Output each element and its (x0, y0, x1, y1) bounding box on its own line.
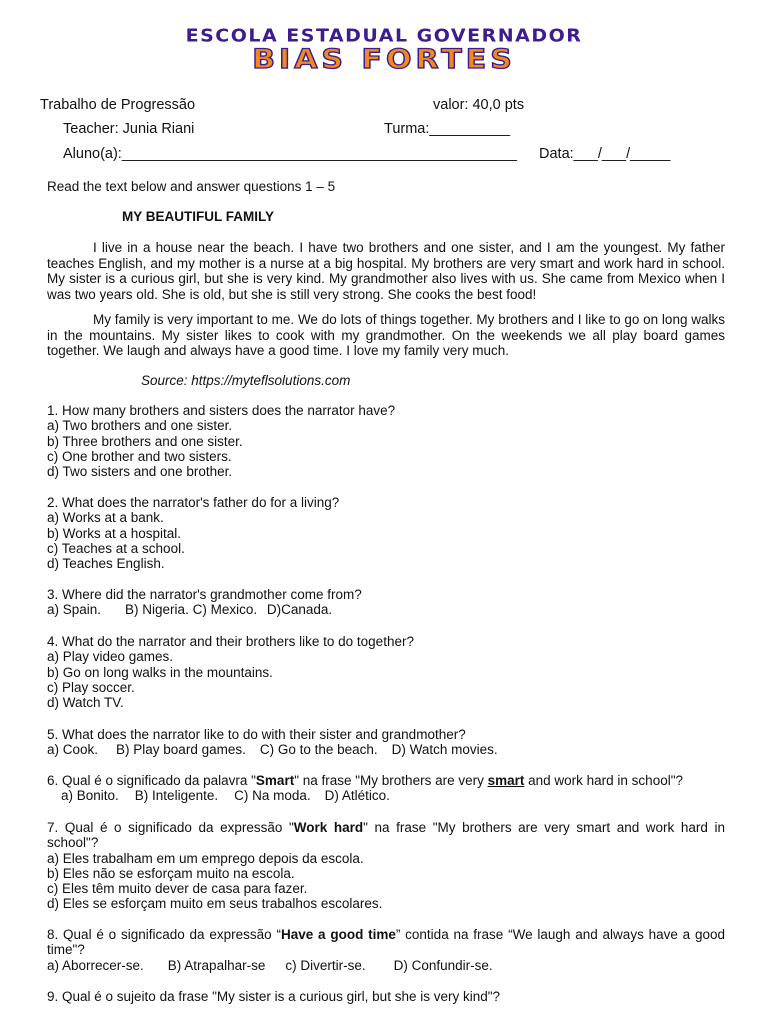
option: a) Two brothers and one sister. (47, 418, 233, 434)
question-text: 4. What do the narrator and their brothers like to do together? (47, 634, 414, 649)
option: B) Atrapalhar-se (167, 957, 266, 973)
question-6 (47, 773, 725, 804)
text-title: MY BEAUTIFUL FAMILY (122, 209, 275, 224)
question-text (47, 773, 725, 788)
option: b) Three brothers and one sister. (47, 433, 243, 449)
options-row (47, 602, 725, 617)
question-text: 3. Where did the narrator's grandmother come from? (47, 587, 362, 602)
instructions: Read the text below and answer questions 1 – 5 (47, 179, 336, 194)
question-1 (47, 403, 725, 479)
option: B) Nigeria. (125, 602, 189, 618)
option: C) Go to the beach. (259, 742, 378, 758)
question-suffix: ” contida na frase “We laugh and always have a good time"? (47, 927, 726, 958)
question-2 (47, 495, 725, 571)
paragraph-1: I live in a house near the beach. I have two brothers and one sister, and I am the youngest. My father teaches English, and my mother is a nurse at a big hospital. My brothers are very smart and work hard in school. My sister is a curious girl, but she is very kind. My grandmother also lives with us. She came from Mexico when I was two years old. She is old, but she is still very strong. She cooks the best food! (47, 240, 725, 302)
option: d) Watch TV. (47, 695, 124, 711)
question-suffix: and work hard in school"? (524, 773, 684, 788)
value-label: valor: 40,0 pts (433, 97, 525, 113)
option: C) Na moda. (234, 788, 311, 804)
student-name-field: Aluno(a):_________________________________________________ (63, 146, 517, 162)
question-text (47, 820, 725, 851)
option: D) Atlético. (324, 788, 390, 804)
option: D) Watch movies. (391, 742, 498, 758)
option: B) Play board games. (116, 742, 246, 758)
question-8 (47, 927, 725, 973)
question-middle: " na frase "My brothers are very (294, 773, 488, 788)
option: B) Inteligente. (134, 788, 219, 804)
options-row (47, 788, 725, 803)
date-field: Data:___/___/_____ (539, 146, 671, 162)
question-text: 9. Qual é o sujeito da frase "My sister is a curious girl, but she is very kind"? (47, 989, 501, 1004)
option: a) Eles trabalham em um emprego depois da escola. (47, 850, 364, 866)
question-text (47, 927, 725, 958)
option: b) Eles não se esforçam muito na escola. (47, 865, 295, 881)
option: D) Confundir-se. (393, 957, 493, 973)
option: a) Aborrecer-se. (47, 957, 144, 973)
option: C) Mexico. (192, 602, 258, 618)
option: c) Teaches at a school. (47, 540, 185, 556)
question-text: 1. How many brothers and sisters does the narrator have? (47, 403, 396, 418)
option: d) Teaches English. (47, 556, 165, 572)
option: b) Go on long walks in the mountains. (47, 664, 273, 680)
option: c) Play soccer. (47, 679, 135, 695)
option: c) Divertir-se. (285, 957, 366, 973)
option: d) Eles se esforçam muito em seus trabalhos escolares. (47, 896, 383, 912)
question-text: 5. What does the narrator like to do with their sister and grandmother? (47, 727, 466, 742)
question-prefix: 7. Qual é o significado da expressão " (47, 820, 294, 835)
option: d) Two sisters and one brother. (47, 464, 233, 480)
teacher-label: Teacher: Junia Riani (63, 121, 195, 137)
class-field: Turma:__________ (384, 121, 511, 137)
question-4 (47, 634, 725, 710)
source-line (141, 372, 350, 390)
option: D)Canada. (266, 602, 333, 618)
school-logo (0, 26, 768, 74)
question-suffix: " na frase "My brothers are very smart and work hard in school"? (47, 820, 725, 851)
option: a) Bonito. (61, 788, 119, 804)
option: a) Spain. (47, 602, 102, 618)
options-row (47, 958, 725, 973)
options-row (47, 742, 725, 757)
underlined-word: smart (487, 773, 525, 788)
option: a) Works at a bank. (47, 510, 164, 526)
option: c) Eles têm muito dever de casa para fazer. (47, 881, 308, 897)
question-7 (47, 820, 725, 912)
option: a) Play video games. (47, 649, 174, 665)
key-expression: Work hard (293, 820, 364, 835)
question-text: 2. What does the narrator's father do for a living? (47, 495, 340, 510)
key-word: Smart (255, 773, 295, 788)
work-title: Trabalho de Progressão (40, 97, 196, 113)
logo-school-name-line2: BIAS FORTES (252, 43, 516, 76)
question-prefix: 6. Qual é o significado da palavra " (47, 773, 256, 788)
question-9 (47, 989, 725, 1004)
option: b) Works at a hospital. (47, 525, 182, 541)
question-5 (47, 727, 725, 758)
key-expression: Have a good time (280, 927, 396, 942)
question-prefix: 8. Qual é o significado da expressão “ (47, 927, 281, 942)
paragraph-2: My family is very important to me. We do lots of things together. My brothers and I like to go on long walks in the mountains. My sister likes to cook with my grandmother. On the weekends we all play board games together. We laugh and always have a good time. I love my family very much. (47, 312, 725, 359)
source-text: Source: https://myteflsolutions.com (141, 373, 351, 388)
option: a) Cook. (47, 742, 99, 758)
logo-school-name-line1: ESCOLA ESTADUAL GOVERNADOR (185, 25, 583, 47)
option: c) One brother and two sisters. (47, 448, 232, 464)
question-3 (47, 587, 725, 618)
